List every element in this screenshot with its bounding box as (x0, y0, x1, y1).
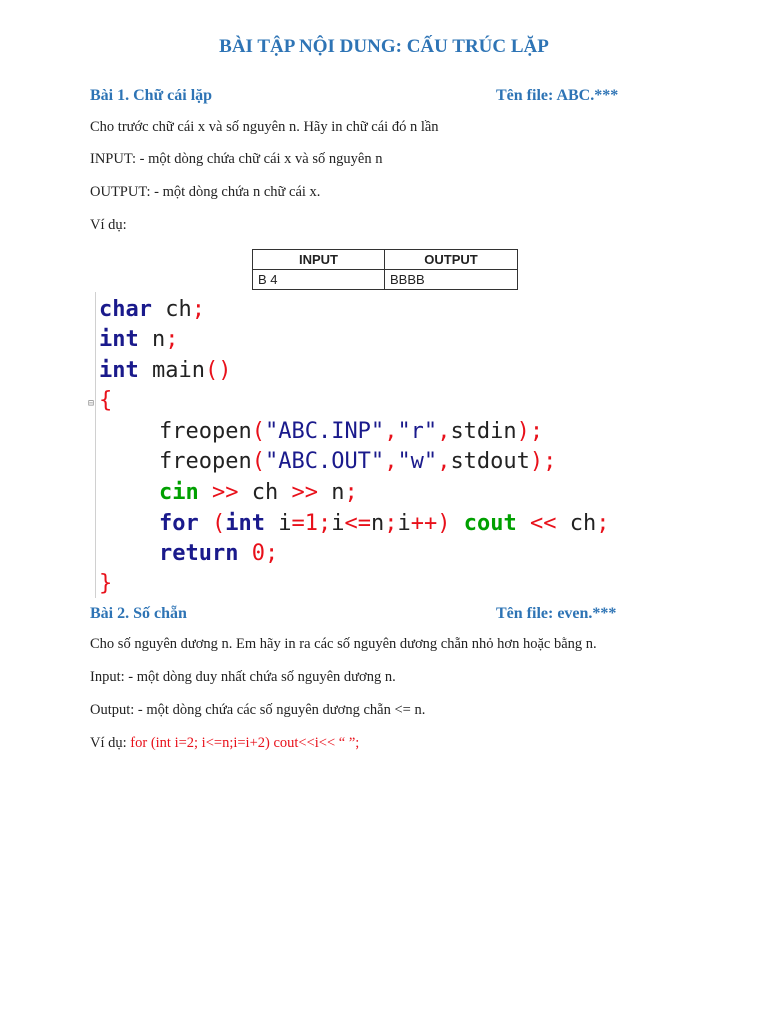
example-table (252, 249, 518, 290)
exercise-1-filename: Tên file: ABC.*** (496, 87, 619, 104)
code-line-1: char ch; (99, 297, 205, 322)
code-line-4: { (99, 388, 113, 413)
table-cell-input: B 4 (253, 270, 385, 290)
code-line-5: freopen("ABC.INP","r",stdin); (159, 419, 544, 444)
table-row (253, 270, 518, 290)
exercise-1-input-spec: INPUT: - một dòng chứa chữ cái x và số nguyên n (90, 151, 383, 167)
exercise-2-example (90, 735, 359, 752)
page-title: BÀI TẬP NỘI DUNG: CẤU TRÚC LẶP (219, 36, 549, 57)
table-cell-output: BBBB (385, 270, 518, 290)
code-line-8: for (int i=1;i<=n;i++) cout << ch; (159, 511, 610, 536)
keyword: int (99, 358, 139, 383)
exercise-2-description: Cho số nguyên dương n. Em hãy in ra các số nguyên dương chẵn nhỏ hơn hoặc bằng n. (90, 636, 597, 652)
exercise-2-output-spec: Output: - một dòng chứa các số nguyên dương chẵn <= n. (90, 702, 426, 718)
exercise-2-heading: Bài 2. Số chẵn (90, 605, 187, 622)
exercise-2-input-spec: Input: - một dòng duy nhất chứa số nguyên dương n. (90, 669, 396, 685)
code-line-9: return 0; (159, 541, 279, 566)
exercise-1-heading: Bài 1. Chữ cái lặp (90, 87, 213, 104)
exercise-2-filename: Tên file: even.*** (496, 605, 617, 622)
table-header-input: INPUT (253, 250, 385, 270)
table-header-output: OUTPUT (385, 250, 518, 270)
keyword: char (99, 297, 152, 322)
code-line-6: freopen("ABC.OUT","w",stdout); (159, 449, 557, 474)
exercise-1-description: Cho trước chữ cái x và số nguyên n. Hãy in chữ cái đó n lần (90, 119, 439, 135)
code-line-10: } (99, 571, 113, 596)
exercise-2-example-label: Ví dụ: (90, 735, 131, 751)
code-line-2: int n; (99, 327, 179, 352)
code-line-3: int main() (99, 358, 232, 383)
keyword: int (99, 327, 139, 352)
table-header-row (253, 250, 518, 270)
code-line-7: cin >> ch >> n; (159, 480, 358, 505)
code-block (88, 292, 691, 598)
exercise-1-output-spec: OUTPUT: - một dòng chứa n chữ cái x. (90, 184, 321, 200)
exercise-1-example-label: Ví dụ: (90, 217, 127, 233)
fold-marker-icon: ⊟ (88, 398, 95, 409)
code-gutter-line (95, 292, 96, 598)
exercise-2-example-code: for (int i=2; i<=n;i=i+2) cout<<i<< “ ”; (130, 735, 360, 751)
